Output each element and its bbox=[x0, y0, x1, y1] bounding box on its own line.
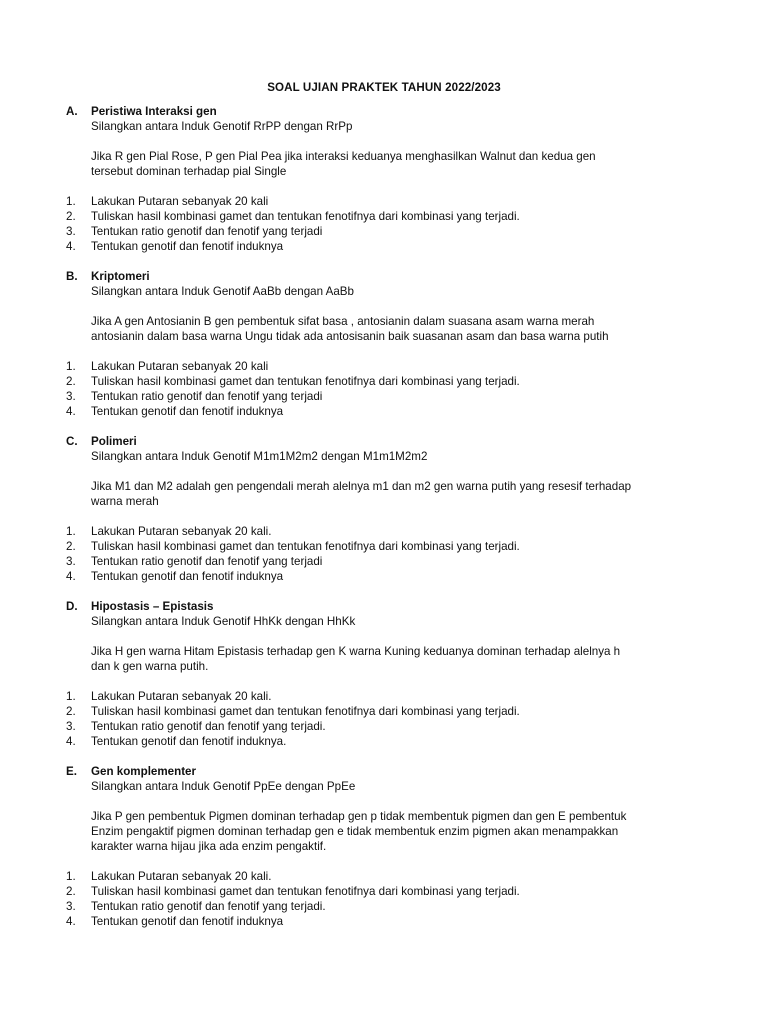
section-name: Gen komplementer bbox=[91, 765, 197, 778]
task-number: 4. bbox=[66, 735, 76, 748]
section-description bbox=[66, 479, 706, 509]
task-number: 2. bbox=[66, 540, 76, 553]
task-number: 1. bbox=[66, 870, 76, 883]
description-line: dan k gen warna putih. bbox=[91, 660, 209, 673]
task-number: 3. bbox=[66, 720, 76, 733]
task-list bbox=[66, 194, 706, 254]
section-name: Kriptomeri bbox=[91, 270, 150, 283]
task-text: Tuliskan hasil kombinasi gamet dan tentukan fenotifnya dari kombinasi yang terjadi. bbox=[91, 540, 520, 553]
task-text: Lakukan Putaran sebanyak 20 kali bbox=[91, 360, 269, 373]
task-number: 2. bbox=[66, 705, 76, 718]
task-text: Tentukan ratio genotif dan fenotif yang terjadi. bbox=[91, 720, 326, 733]
task-number: 1. bbox=[66, 690, 76, 703]
section-d bbox=[66, 599, 706, 749]
task-list bbox=[66, 689, 706, 749]
task-text: Tentukan ratio genotif dan fenotif yang terjadi. bbox=[91, 900, 326, 913]
section-description bbox=[66, 314, 706, 344]
task-item bbox=[66, 704, 706, 719]
section-c bbox=[66, 434, 706, 584]
section-e bbox=[66, 764, 706, 929]
task-text: Lakukan Putaran sebanyak 20 kali. bbox=[91, 690, 272, 703]
cross-instruction: Silangkan antara Induk Genotif PpEe dengan PpEe bbox=[91, 780, 356, 793]
section-description bbox=[66, 149, 706, 179]
task-item bbox=[66, 884, 706, 899]
description-line: Jika P gen pembentuk Pigmen dominan terhadap gen p tidak membentuk pigmen dan gen E pembentuk bbox=[91, 810, 627, 823]
section-letter: C. bbox=[66, 435, 78, 448]
section-letter: E. bbox=[66, 765, 77, 778]
task-item bbox=[66, 569, 706, 584]
section-b bbox=[66, 269, 706, 419]
section-name: Hipostasis – Epistasis bbox=[91, 600, 214, 613]
section-heading bbox=[66, 269, 706, 284]
task-text: Tentukan ratio genotif dan fenotif yang terjadi bbox=[91, 555, 323, 568]
task-text: Tentukan ratio genotif dan fenotif yang terjadi bbox=[91, 390, 323, 403]
description-line: karakter warna hijau jika ada enzim pengaktif. bbox=[91, 840, 327, 853]
section-letter: A. bbox=[66, 105, 78, 118]
task-number: 4. bbox=[66, 405, 76, 418]
section-heading bbox=[66, 764, 706, 779]
task-text: Lakukan Putaran sebanyak 20 kali. bbox=[91, 870, 272, 883]
task-item bbox=[66, 899, 706, 914]
section-letter: D. bbox=[66, 600, 78, 613]
task-text: Tuliskan hasil kombinasi gamet dan tentukan fenotifnya dari kombinasi yang terjadi. bbox=[91, 210, 520, 223]
cross-instruction: Silangkan antara Induk Genotif AaBb dengan AaBb bbox=[91, 285, 354, 298]
task-number: 1. bbox=[66, 360, 76, 373]
task-text: Tuliskan hasil kombinasi gamet dan tentukan fenotifnya dari kombinasi yang terjadi. bbox=[91, 885, 520, 898]
cross-instruction: Silangkan antara Induk Genotif RrPP dengan RrPp bbox=[91, 120, 353, 133]
task-item bbox=[66, 734, 706, 749]
task-item bbox=[66, 374, 706, 389]
task-text: Tentukan genotif dan fenotif induknya bbox=[91, 570, 284, 583]
cross-instruction: Silangkan antara Induk Genotif HhKk dengan HhKk bbox=[91, 615, 356, 628]
section-letter: B. bbox=[66, 270, 78, 283]
task-text: Tentukan genotif dan fenotif induknya bbox=[91, 240, 284, 253]
task-text: Tuliskan hasil kombinasi gamet dan tentukan fenotifnya dari kombinasi yang terjadi. bbox=[91, 705, 520, 718]
task-text: Tentukan ratio genotif dan fenotif yang terjadi bbox=[91, 225, 323, 238]
task-number: 3. bbox=[66, 390, 76, 403]
task-number: 1. bbox=[66, 525, 76, 538]
task-item bbox=[66, 359, 706, 374]
task-text: Lakukan Putaran sebanyak 20 kali. bbox=[91, 525, 272, 538]
section-name: Peristiwa Interaksi gen bbox=[91, 105, 217, 118]
task-number: 1. bbox=[66, 195, 76, 208]
task-item bbox=[66, 869, 706, 884]
task-text: Lakukan Putaran sebanyak 20 kali bbox=[91, 195, 269, 208]
task-number: 4. bbox=[66, 915, 76, 928]
description-line: Enzim pengaktif pigmen dominan terhadap gen e tidak membentuk enzim pigmen akan menampakkan bbox=[91, 825, 619, 838]
description-line: antosianin dalam basa warna Ungu tidak ada antosisanin baik suasanan asam dan basa warna putih bbox=[91, 330, 609, 343]
task-number: 2. bbox=[66, 885, 76, 898]
task-item bbox=[66, 719, 706, 734]
section-name: Polimeri bbox=[91, 435, 137, 448]
section-heading bbox=[66, 434, 706, 449]
section-heading bbox=[66, 599, 706, 614]
description-line: Jika A gen Antosianin B gen pembentuk sifat basa , antosianin dalam suasana asam warna merah bbox=[91, 315, 595, 328]
task-number: 4. bbox=[66, 570, 76, 583]
task-number: 3. bbox=[66, 900, 76, 913]
description-line: warna merah bbox=[91, 495, 159, 508]
section-a bbox=[66, 104, 706, 254]
description-line: tersebut dominan terhadap pial Single bbox=[91, 165, 287, 178]
task-number: 2. bbox=[66, 375, 76, 388]
task-item bbox=[66, 224, 706, 239]
task-item bbox=[66, 539, 706, 554]
task-number: 2. bbox=[66, 210, 76, 223]
task-text: Tentukan genotif dan fenotif induknya bbox=[91, 405, 284, 418]
task-list bbox=[66, 869, 706, 929]
task-item bbox=[66, 239, 706, 254]
task-item bbox=[66, 209, 706, 224]
task-item bbox=[66, 914, 706, 929]
task-item bbox=[66, 194, 706, 209]
task-list bbox=[66, 359, 706, 419]
task-number: 3. bbox=[66, 225, 76, 238]
task-text: Tuliskan hasil kombinasi gamet dan tentukan fenotifnya dari kombinasi yang terjadi. bbox=[91, 375, 520, 388]
task-text: Tentukan genotif dan fenotif induknya. bbox=[91, 735, 287, 748]
task-text: Tentukan genotif dan fenotif induknya bbox=[91, 915, 284, 928]
description-line: Jika R gen Pial Rose, P gen Pial Pea jika interaksi keduanya menghasilkan Walnut dan kedua gen bbox=[91, 150, 596, 163]
task-list bbox=[66, 524, 706, 584]
section-heading bbox=[66, 104, 706, 119]
cross-instruction: Silangkan antara Induk Genotif M1m1M2m2 dengan M1m1M2m2 bbox=[91, 450, 428, 463]
task-item bbox=[66, 389, 706, 404]
task-number: 4. bbox=[66, 240, 76, 253]
task-item bbox=[66, 404, 706, 419]
section-description bbox=[66, 644, 706, 674]
task-item bbox=[66, 524, 706, 539]
task-item bbox=[66, 689, 706, 704]
description-line: Jika M1 dan M2 adalah gen pengendali merah alelnya m1 dan m2 gen warna putih yang resesif terhadap bbox=[91, 480, 632, 493]
task-item bbox=[66, 554, 706, 569]
description-line: Jika H gen warna Hitam Epistasis terhadap gen K warna Kuning keduanya dominan terhadap alelnya h bbox=[91, 645, 621, 658]
section-description bbox=[66, 809, 706, 854]
document-title: SOAL UJIAN PRAKTEK TAHUN 2022/2023 bbox=[267, 81, 501, 94]
task-number: 3. bbox=[66, 555, 76, 568]
